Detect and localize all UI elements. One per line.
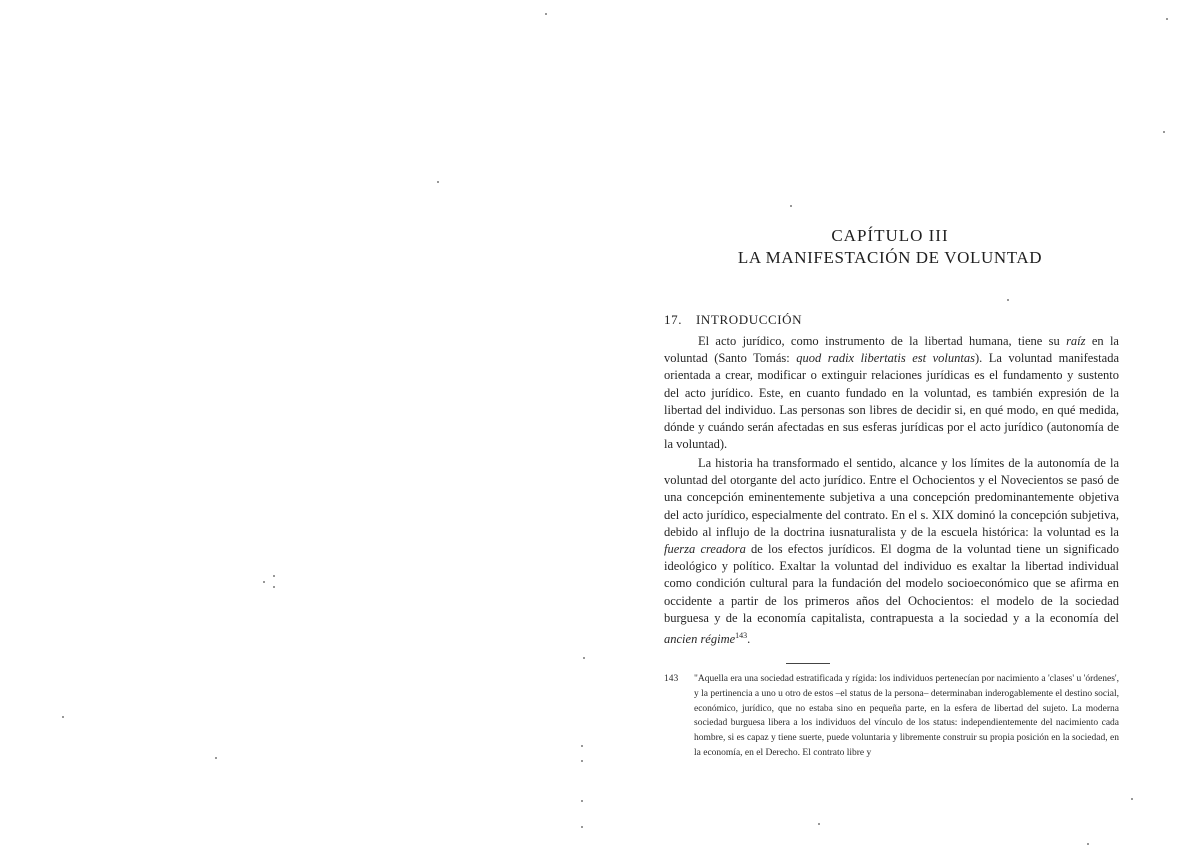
paragraph-2-text-a: La historia ha transformado el sentido, alcance y los límites de la autonomía de la voluntad del otorgante del acto jurídico. Entre el Ochocientos y el Novecientos se pasó de una concepción eminentemente subjetiva a una concepción predominantemente objetiva del acto jurídico, especialmente del contrato. En el s. XIX dominó la concepción subjetiva, debido al influjo de la doctrina iusnaturalista y de la escuela histórica: la voluntad es la [664,456,1119,539]
scan-speck [581,800,583,802]
paragraph-2 [664,455,1119,648]
scan-speck [1007,299,1009,301]
scan-speck [581,745,583,747]
scan-speck [1166,18,1168,20]
paragraph-1-text-c: ). La voluntad manifestada orientada a crear, modificar o extinguir relaciones jurídicas es el fundamento y sustento del acto jurídico. Este, en cuanto fundado en la voluntad, es también expresión de la libertad del individuo. Las personas son libres de decidir si, en qué modo, en qué medida, dónde y cuándo serán afectadas en sus esferas jurídicas por el acto jurídico (autonomía de la voluntad). [664,351,1119,452]
scan-speck [581,826,583,828]
scan-speck [263,581,265,583]
footnote-number: 143 [664,674,679,684]
paragraph-2-text-b: de los efectos jurídicos. El dogma de la voluntad tiene un significado ideológico y político. Exaltar la voluntad del individuo es exaltar la libertad individual como condición cultural para la fundación del modelo socioeconómico que se afirma en occidente a partir de los primeros años del Ochocientos: el modelo de la sociedad burguesa y de la economía capitalista, contrapuesta a la sociedad y a la economía del [664,542,1119,625]
scan-speck [545,13,547,15]
scan-speck [273,586,275,588]
paragraph-1-italic-a: raíz [1066,334,1086,348]
scan-speck [1087,843,1089,845]
footnote-divider [786,663,830,664]
chapter-number: CAPÍTULO III [831,226,949,245]
section-title: INTRODUCCIÓN [696,312,803,327]
scan-speck [581,760,583,762]
scan-speck [215,757,217,759]
paragraph-2-text-c: . [747,632,751,647]
scan-speck [437,181,439,183]
scan-speck [62,716,64,718]
paragraph-2-italic-a: fuerza creadora [664,542,746,557]
chapter-title: LA MANIFESTACIÓN DE VOLUNTAD [737,248,1043,267]
section-heading [664,312,802,328]
footnote-text: "Aquella era una sociedad estratificada y rígida: los individuos pertenecían por nacimiento a 'clases' u 'órdenes', y la pertinencia a uno u otro de estos –el status de la persona– determinaban inderogablemente el destino social, económico, jurídico, que no estaba sino en pequeña parte, en la esfera de libertad del sujeto. La moderna sociedad burguesa libera a los individuos del vínculo de los status: independientemente del nacimiento cada hombre, si es capaz y tiene suerte, puede voluntaria y libremente construir su propia posición en la sociedad, en la economía, en el Derecho. El contrato libre y [694,674,1119,758]
scan-speck [583,657,585,659]
scan-speck [1163,131,1165,133]
paragraph-1-italic-b: quod radix libertatis est voluntas [796,351,975,366]
scan-speck [1131,798,1133,800]
paragraph-1 [664,333,1119,453]
scan-speck [273,575,275,577]
paragraph-1-text-a: El acto jurídico, como instrumento de la libertad humana, tiene su [698,334,1067,348]
scan-speck [790,205,792,207]
scan-speck [818,823,820,825]
footnote-reference[interactable]: 143 [735,631,748,641]
section-number: 17. [664,312,683,327]
paragraph-1-text-b: en la voluntad (Santo Tomás: [664,334,1119,366]
footnote [664,672,1119,761]
paragraph-2-italic-b: ancien régime [664,632,736,647]
